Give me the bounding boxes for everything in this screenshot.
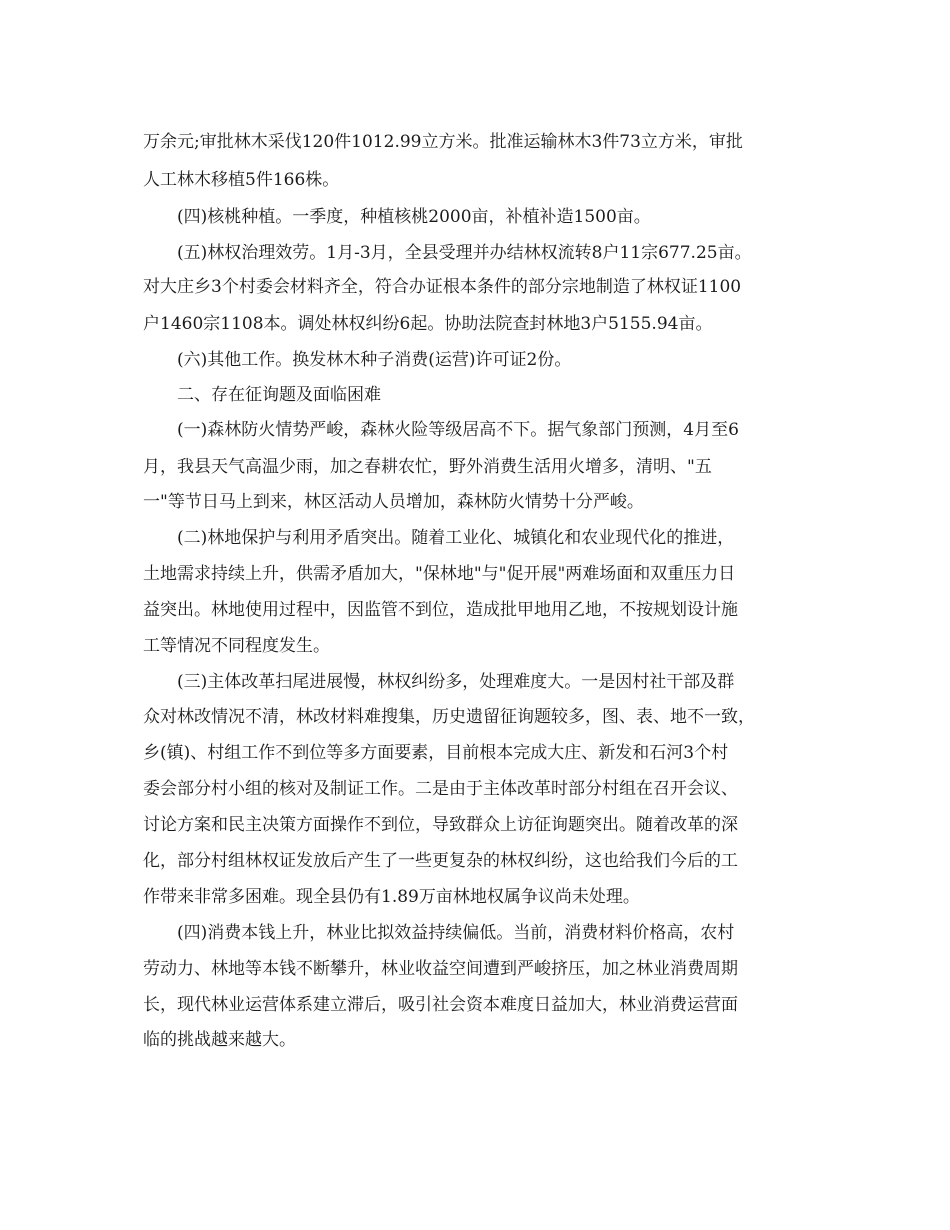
text-line: 对大庄乡3个村委会材料齐全，符合办证根本条件的部分宗地制造了林权证1100	[143, 277, 742, 297]
text-line: 人工林木移植5件166株。	[143, 170, 340, 190]
text-line: 长，现代林业运营体系建立滞后，吸引社会资本难度日益加大，林业消费运营面	[143, 995, 738, 1015]
paragraph-first-line: (五)林权治理效劳。1月-3月，全县受理并办结林权流转8户11宗677.25亩。	[177, 243, 752, 263]
text-line: 工等情况不同程度发生。	[143, 636, 330, 656]
text-line: 作带来非常多困难。现全县仍有1.89万亩林地权属争议尚未处理。	[143, 887, 640, 907]
text-line: 众对林改情况不清，林改材料难搜集，历史遗留征询题较多，图、表、地不一致，	[143, 707, 755, 727]
text-line: 土地需求持续上升，供需矛盾加大，"保林地"与"促开展"两难场面和双重压力日	[143, 564, 736, 584]
section-heading: 二、存在征询题及面临困难	[177, 385, 381, 405]
text-line: 益突出。林地使用过程中，因监管不到位，造成批甲地用乙地，不按规划设计施	[143, 600, 738, 620]
text-line: 户1460宗1108本。调处林权纠纷6起。协助法院查封林地3户5155.94亩。	[143, 314, 713, 334]
text-line: 乡(镇)、村组工作不到位等多方面要素，目前根本完成大庄、新发和石河3个村	[143, 743, 729, 763]
text-line: 劳动力、林地等本钱不断攀升，林业收益空间遭到严峻挤压，加之林业消费周期	[143, 959, 738, 979]
text-line: 月，我县天气高温少雨，加之春耕农忙，野外消费生活用火增多，清明、"五	[143, 457, 712, 477]
paragraph-first-line: (六)其他工作。换发林木种子消费(运营)许可证2份。	[177, 350, 572, 370]
paragraph-first-line: (三)主体改革扫尾进展慢，林权纠纷多，处理难度大。一是因村社干部及群	[177, 672, 735, 692]
paragraph-first-line: (一)森林防火情势严峻，森林火险等级居高不下。据气象部门预测，4月至6	[177, 420, 739, 440]
text-line: 一"等节日马上到来，林区活动人员增加，森林防火情势十分严峻。	[143, 492, 644, 512]
text-line: 讨论方案和民主决策方面操作不到位，导致群众上访征询题突出。随着改革的深	[143, 815, 738, 835]
paragraph-first-line: (二)林地保护与利用矛盾突出。随着工业化、城镇化和农业现代化的推进，	[177, 528, 735, 548]
paragraph-first-line: (四)核桃种植。一季度，种植核桃2000亩，补植补造1500亩。	[177, 207, 651, 227]
text-line: 委会部分村小组的核对及制证工作。二是由于主体改革时部分村组在召开会议、	[143, 779, 738, 799]
text-line: 临的挑战越来越大。	[143, 1030, 296, 1050]
text-line: 万余元;审批林木采伐120件1012.99立方米。批准运输林木3件73立方米，审批	[143, 132, 743, 152]
text-line: 化，部分村组林权证发放后产生了一些更复杂的林权纠纷，这也给我们今后的工	[143, 851, 738, 871]
paragraph-first-line: (四)消费本钱上升，林业比拟效益持续偏低。当前，消费材料价格高，农村	[177, 923, 735, 943]
